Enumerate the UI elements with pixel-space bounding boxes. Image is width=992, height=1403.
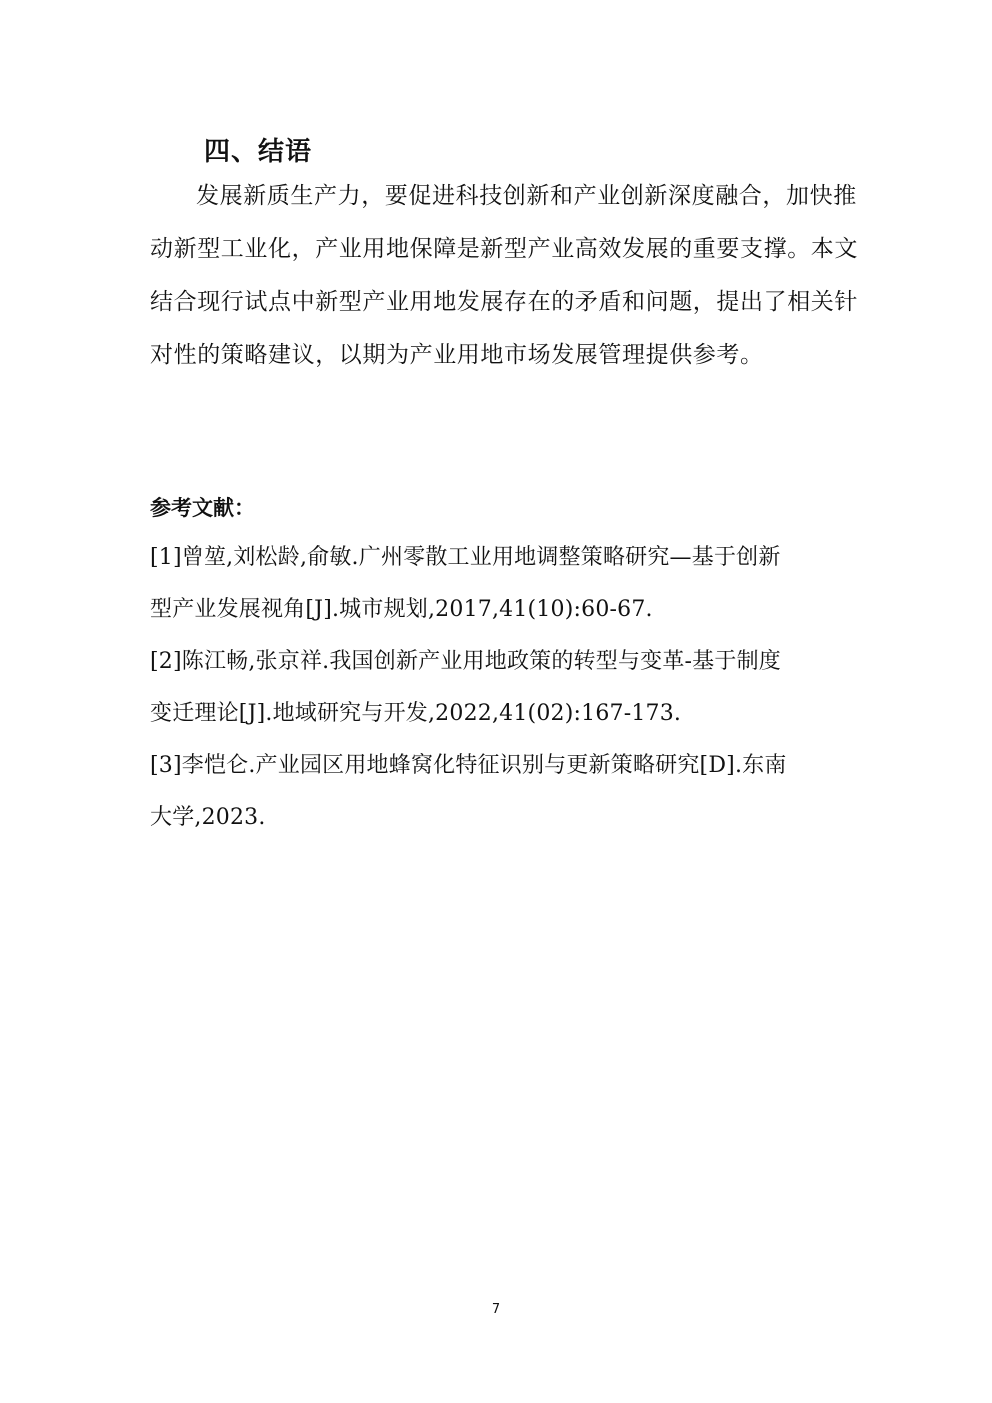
reference-line: 变迁理论[J].地域研究与开发,2022,41(02):167-173. <box>150 701 682 726</box>
section-heading: 四、结语 <box>204 137 313 167</box>
paragraph-line: 结合现行试点中新型产业用地发展存在的矛盾和问题，提出了相关针 <box>150 289 858 315</box>
reference-line: [1]曾堃,刘松龄,俞敏.广州零散工业用地调整策略研究—基于创新 <box>150 545 781 570</box>
references-list <box>150 535 850 847</box>
reference-line: [2]陈江畅,张京祥.我国创新产业用地政策的转型与变革-基于制度 <box>150 649 781 674</box>
conclusion-paragraph <box>150 173 858 385</box>
paragraph-line: 对性的策略建议，以期为产业用地市场发展管理提供参考。 <box>150 342 764 368</box>
reference-line: 大学,2023. <box>150 805 266 830</box>
reference-line: 型产业发展视角[J].城市规划,2017,41(10):60-67. <box>150 597 653 622</box>
references-title: 参考文献： <box>150 495 255 520</box>
paragraph-line: 发展新质生产力，要促进科技创新和产业创新深度融合，加快推 <box>196 183 857 209</box>
reference-line: [3]李恺仑.产业园区用地蜂窝化特征识别与更新策略研究[D].东南 <box>150 753 787 778</box>
paragraph-line: 动新型工业化，产业用地保障是新型产业高效发展的重要支撑。本文 <box>150 236 858 262</box>
page-number: 7 <box>491 1302 501 1317</box>
